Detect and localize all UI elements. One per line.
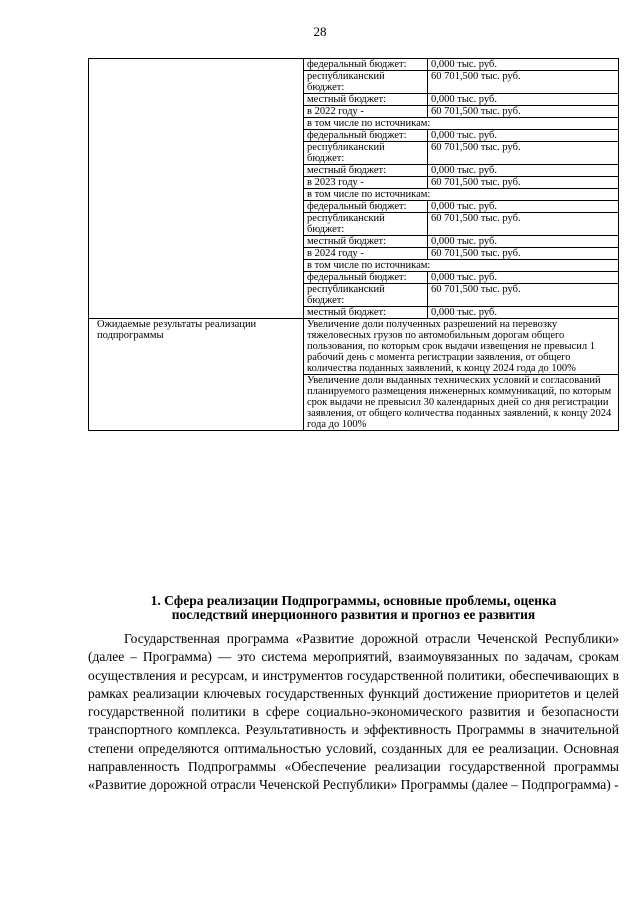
- expected-results-section: [89, 319, 619, 431]
- section-heading-line: последствий инерционного развития и прогноз ее развития: [171, 607, 536, 622]
- resource-label-cell: [89, 59, 304, 319]
- budget-row: [89, 59, 619, 71]
- budget-row-label: в том числе по источникам:: [304, 189, 619, 201]
- budget-row-value: 60 701,500 тыс. руб.: [428, 71, 619, 94]
- budget-row-value: 60 701,500 тыс. руб.: [428, 284, 619, 307]
- budget-row-label: местный бюджет:: [304, 236, 428, 248]
- budget-row-label: федеральный бюджет:: [304, 59, 428, 71]
- budget-row-value: 0,000 тыс. руб.: [428, 94, 619, 106]
- budget-row-value: 0,000 тыс. руб.: [428, 165, 619, 177]
- budget-row-label: республиканский бюджет:: [304, 71, 428, 94]
- budget-rows: [89, 59, 619, 319]
- expected-result-item: Увеличение доли выданных технических условий и согласований планируемого размещения инженерных коммуникаций, по которым срок выдачи не превысил 30 календарных дней со дня регистрации заявления, от общего количества поданных заявлений, к концу 2024 года до 100%: [304, 375, 619, 431]
- section-paragraph: Государственная программа «Развитие дорожной отрасли Чеченской Республики» (далее – Программа) — это система мероприятий, взаимоувязанных по задачам, срокам осуществления и ресурсам, и инструментов государственной политики, обеспечивающих в рамках реализации ключевых государственных функций достижение приоритетов и целей государственной политики в сфере социально-экономического развития и безопасности транспортного комплекса. Результативность и эффективность Программы в значительной степени определяются оптимальностью условий, созданных для ее реализации. Основная направленность Подпрограммы «Обеспечение реализации государственной программы «Развитие дорожной отрасли Чеченской Республики» Программы (далее – Подпрограмма) -: [88, 631, 619, 793]
- budget-row-label: федеральный бюджет:: [304, 201, 428, 213]
- section-heading: [88, 594, 619, 622]
- budget-row-label: в 2023 году -: [304, 177, 428, 189]
- budget-row-value: 60 701,500 тыс. руб.: [428, 142, 619, 165]
- budget-row-label: республиканский бюджет:: [304, 284, 428, 307]
- expected-results-row-1: [89, 319, 619, 375]
- budget-row-label: республиканский бюджет:: [304, 142, 428, 165]
- budget-row-label: в 2024 году -: [304, 248, 428, 260]
- expected-results-label-cell: [89, 319, 304, 431]
- budget-row-value: 60 701,500 тыс. руб.: [428, 177, 619, 189]
- budget-row-value: 0,000 тыс. руб.: [428, 236, 619, 248]
- budget-row-value: 0,000 тыс. руб.: [428, 201, 619, 213]
- budget-row-label: федеральный бюджет:: [304, 272, 428, 284]
- budget-row-value: 0,000 тыс. руб.: [428, 307, 619, 319]
- budget-row-value: 60 701,500 тыс. руб.: [428, 213, 619, 236]
- budget-row-value: 60 701,500 тыс. руб.: [428, 248, 619, 260]
- budget-row-label: республиканский бюджет:: [304, 213, 428, 236]
- budget-row-value: 0,000 тыс. руб.: [428, 130, 619, 142]
- page-number: 28: [313, 24, 327, 39]
- expected-result-item: Увеличение доли полученных разрешений на перевозку тяжеловесных грузов по автомобильным дорогам общего пользования, по которым срок выдачи извещения не превысил 1 рабочий день с момента регистрации заявления, от общего количества поданных заявлений, к концу 2024 года до 100%: [304, 319, 619, 375]
- budget-row-label: в 2022 году -: [304, 106, 428, 118]
- budget-row-label: в том числе по источникам:: [304, 118, 619, 130]
- budget-row-value: 0,000 тыс. руб.: [428, 272, 619, 284]
- budget-row-label: местный бюджет:: [304, 165, 428, 177]
- budget-row-label: в том числе по источникам:: [304, 260, 619, 272]
- budget-row-label: местный бюджет:: [304, 94, 428, 106]
- budget-row-value: 0,000 тыс. руб.: [428, 59, 619, 71]
- budget-row-label: местный бюджет:: [304, 307, 428, 319]
- budget-row-label: федеральный бюджет:: [304, 130, 428, 142]
- subprogram-passport-table: [88, 58, 619, 431]
- section-heading-line: 1. Сфера реализации Подпрограммы, основные проблемы, оценка: [150, 593, 557, 608]
- budget-row-value: 60 701,500 тыс. руб.: [428, 106, 619, 118]
- expected-results-label: Ожидаемые результаты реализации подпрограммы: [97, 319, 257, 341]
